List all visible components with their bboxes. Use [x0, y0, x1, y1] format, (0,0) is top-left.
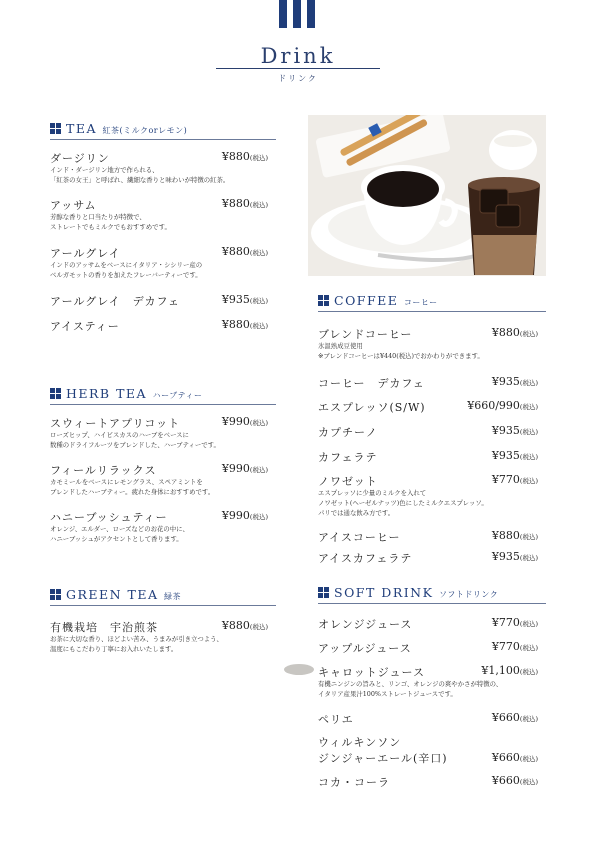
item-price: ¥880(税込) — [221, 245, 268, 258]
item-name: ペリエ — [318, 713, 354, 726]
item-price: ¥770(税込) — [491, 473, 538, 486]
section-title: SOFT DRINK — [334, 585, 434, 600]
item-description: エスプレッソに少量のミルクを入れて ノワゼット(ヘーゼルナッツ)色にしたミルクエスプレッソ。 パリでは通な飲み方です。 — [318, 489, 488, 517]
item-description: お茶に大切な香り、ほどよい苦み、うまみが引き立つよう、 温度にもこだわり丁寧にお入れいたします。 — [50, 635, 223, 653]
item-name: アールグレイ デカフェ — [50, 295, 180, 308]
item-price: ¥660(税込) — [491, 751, 538, 764]
item-name: ハニーブッシュティー — [50, 511, 168, 524]
item-price: ¥880(税込) — [491, 529, 538, 542]
title-divider — [216, 68, 380, 69]
item-price: ¥990(税込) — [221, 462, 268, 475]
item-name: フィールリラックス — [50, 464, 157, 477]
item-description: 有機ニンジンの旨みと、リンゴ、オレンジの爽やかさが特徴の、 イタリア産果汁100%ストレートジュースです。 — [318, 680, 503, 698]
section-green-tea — [50, 587, 276, 657]
item-name: ブレンドコーヒー — [318, 328, 413, 341]
grid-square-icon — [318, 295, 330, 307]
item-description: 芳醇な香りと口当たりが特徴で、 ストレートでもミルクでもおすすめです。 — [50, 213, 171, 231]
grid-square-icon — [50, 123, 62, 135]
item-name: エスプレッソ(S/W) — [318, 401, 426, 414]
item-price: ¥935(税込) — [491, 449, 538, 462]
item-price: ¥935(税込) — [491, 424, 538, 437]
page-title: Drink — [260, 44, 336, 68]
item-name: コーヒー デカフェ — [318, 377, 425, 390]
section-subtitle: 紅茶(ミルクorレモン) — [102, 126, 188, 135]
section-coffee — [318, 293, 546, 573]
item-price: ¥990(税込) — [221, 415, 268, 428]
section-title: COFFEE — [334, 293, 399, 308]
section-herb-tea — [50, 386, 276, 556]
section-header — [50, 587, 276, 606]
item-price: ¥880(税込) — [221, 619, 268, 632]
section-header — [318, 293, 546, 312]
item-price: ¥990(税込) — [221, 509, 268, 522]
item-description: インドのアッサムをベースにイタリア・シシリー産の ベルガモットの香りを加えたフレーバーティーです。 — [50, 261, 203, 279]
item-name: ノワゼット — [318, 475, 378, 488]
item-name: アールグレイ — [50, 247, 121, 260]
item-description: インド・ダージリン地方で作られる、 「紅茶の女王」と呼ばれ、繊細な香りと味わいが特徴の紅茶。 — [50, 166, 230, 184]
item-name: キャロットジュース — [318, 666, 426, 679]
item-name: アップルジュース — [318, 642, 412, 655]
item-name: ウィルキンソン ジンジャーエール(辛口) — [318, 736, 448, 765]
item-name: カプチーノ — [318, 426, 378, 439]
coffee-photo — [308, 115, 546, 276]
item-price: ¥935(税込) — [491, 375, 538, 388]
item-price: ¥770(税込) — [491, 640, 538, 653]
grid-square-icon — [318, 587, 330, 599]
section-title: TEA — [66, 121, 97, 136]
item-price: ¥660(税込) — [491, 774, 538, 787]
item-name: オレンジジュース — [318, 618, 413, 631]
leaf-badge-icon — [284, 664, 314, 675]
item-price: ¥880(税込) — [221, 150, 268, 163]
section-subtitle: コーヒー — [403, 298, 438, 307]
item-price: ¥880(税込) — [221, 197, 268, 210]
item-name: 有機栽培 宇治煎茶 — [50, 621, 158, 634]
item-description: ローズヒップ、ハイビスカスのハーブをベースに 数種のドライフルーツをブレンドした、ハーブティーです。 — [50, 431, 220, 449]
item-price: ¥935(税込) — [221, 293, 268, 306]
section-subtitle: ソフトドリンク — [438, 590, 499, 599]
item-price: ¥880(税込) — [221, 318, 268, 331]
item-price: ¥935(税込) — [491, 550, 538, 563]
item-price: ¥660(税込) — [491, 711, 538, 724]
section-header — [50, 121, 276, 140]
item-name: コカ・コーラ — [318, 776, 390, 789]
section-subtitle: ハーブティー — [152, 391, 203, 400]
item-name: スウィートアプリコット — [50, 417, 181, 430]
item-price: ¥660/990(税込) — [467, 399, 538, 412]
item-name: アッサム — [50, 199, 97, 212]
section-soft-drink — [318, 585, 546, 795]
item-description: カモミールをベースにレモングラス、スペアミントを ブレンドしたハーブティー。疲れた身体におすすめです。 — [50, 478, 215, 496]
section-header — [318, 585, 546, 604]
item-price: ¥1,100(税込) — [481, 664, 538, 677]
page-subtitle: ドリンク — [278, 74, 318, 83]
item-name: カフェラテ — [318, 451, 378, 464]
brand-logo — [279, 0, 315, 28]
item-name: アイスカフェラテ — [318, 552, 413, 565]
item-price: ¥770(税込) — [491, 616, 538, 629]
section-header — [50, 386, 276, 405]
section-tea — [50, 121, 276, 336]
item-name: ダージリン — [50, 152, 110, 165]
item-name: アイスティー — [50, 320, 120, 333]
item-description: オレンジ、エルダー、ローズなどのお花の中に、 ハニーブッシュがアクセントとして香ります。 — [50, 525, 189, 543]
item-name: アイスコーヒー — [318, 531, 401, 544]
section-subtitle: 緑茶 — [164, 592, 182, 601]
section-title: HERB TEA — [66, 386, 148, 401]
item-price: ¥880(税込) — [491, 326, 538, 339]
item-description: 氷温熟成豆使用 ※ブレンドコーヒーは¥440(税込)でおかわりができます。 — [318, 342, 484, 360]
section-title: GREEN TEA — [66, 587, 159, 602]
grid-square-icon — [50, 589, 62, 601]
grid-square-icon — [50, 388, 62, 400]
